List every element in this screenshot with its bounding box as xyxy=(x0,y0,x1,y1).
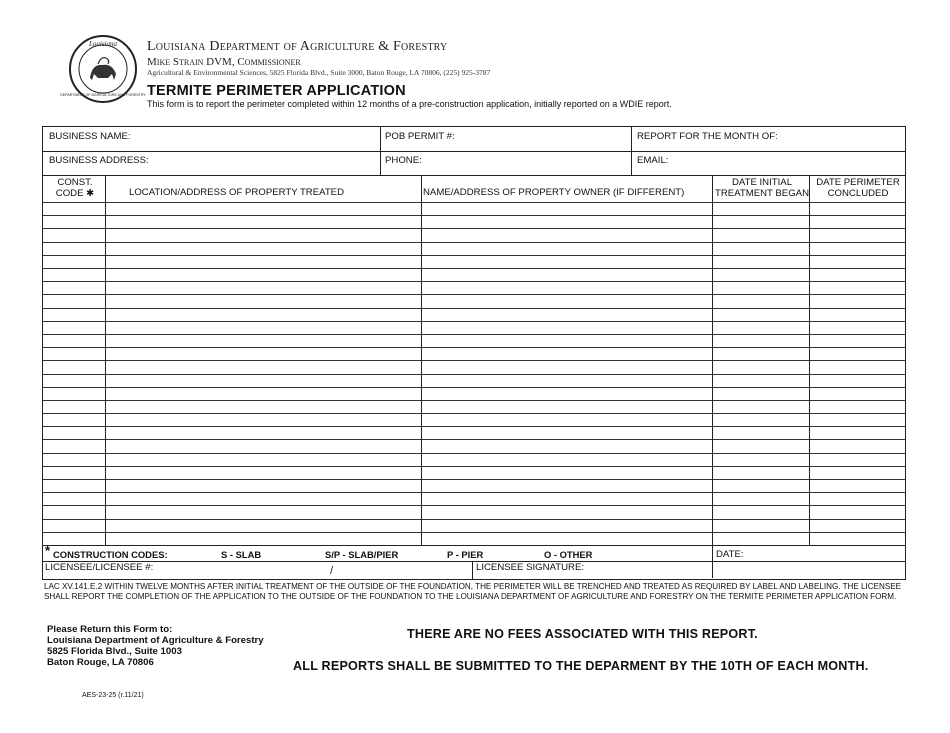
pob-permit-field[interactable]: POB PERMIT #: xyxy=(385,131,455,142)
table-row-line xyxy=(43,387,905,388)
col-header-date-perimeter-line2: CONCLUDED xyxy=(827,188,889,199)
form-title: TERMITE PERIMETER APPLICATION xyxy=(147,83,406,99)
date-field[interactable]: DATE: xyxy=(716,549,744,560)
application-grid xyxy=(42,126,906,580)
col-header-location: LOCATION/ADDRESS OF PROPERTY TREATED xyxy=(129,187,345,198)
licensee-slash: / xyxy=(330,565,334,577)
code-slab-pier: S/P - SLAB/PIER xyxy=(325,549,399,560)
return-address-line1: Please Return this Form to: xyxy=(47,624,173,635)
col-header-code-text: CODE xyxy=(55,188,84,199)
seal-ring-text: DEPARTMENT OF AGRICULTURE AND FORESTRY xyxy=(60,93,146,97)
col-header-date-initial-line1: DATE INITIAL xyxy=(731,177,793,188)
agency-name: Louisiana Department of Agriculture & Forestry xyxy=(147,39,448,54)
table-row-line xyxy=(43,334,905,335)
table-row-line xyxy=(43,466,905,467)
department-seal xyxy=(60,34,146,104)
form-number: AES-23-25 (r.11/21) xyxy=(82,692,144,699)
table-row-line xyxy=(43,505,905,506)
col-header-date-initial xyxy=(713,177,811,199)
col-header-date-initial-line2: TREATMENT BEGAN xyxy=(715,188,809,199)
agency-address: Agricultural & Environmental Sciences, 5825 Florida Blvd., Suite 3000, Baton Rouge, LA 70806, (225) 925-3787 xyxy=(147,68,491,77)
code-slab: S - SLAB xyxy=(221,549,262,560)
col-header-code xyxy=(45,177,105,199)
seal-script-text: Louisiana xyxy=(88,40,118,48)
asterisk-icon: ✱ xyxy=(86,188,95,199)
table-row-line xyxy=(43,308,905,309)
table-row-line xyxy=(43,426,905,427)
construction-codes-label: CONSTRUCTION CODES: xyxy=(53,549,168,560)
return-address xyxy=(47,624,264,668)
commissioner-name: Mike Strain DVM, Commissioner xyxy=(147,56,301,68)
table-row-line xyxy=(43,347,905,348)
col-header-date-perimeter-line1: DATE PERIMETER xyxy=(816,177,900,188)
table-row-line xyxy=(43,281,905,282)
table-row-line xyxy=(43,294,905,295)
table-row-line xyxy=(43,242,905,243)
col-header-owner: NAME/ADDRESS OF PROPERTY OWNER (IF DIFFERENT) xyxy=(423,187,685,198)
table-row-line xyxy=(43,439,905,440)
return-address-line2: Louisiana Department of Agriculture & Forestry xyxy=(47,635,264,646)
report-month-field[interactable]: REPORT FOR THE MONTH OF: xyxy=(637,131,778,142)
table-row-line xyxy=(43,215,905,216)
table-row-line xyxy=(43,479,905,480)
asterisk-mark: * xyxy=(45,543,51,558)
table-row-line xyxy=(43,255,905,256)
form-subtitle: This form is to report the perimeter completed within 12 months of a pre-construction application, initially reported on a WDIE report. xyxy=(147,99,672,109)
table-row-line xyxy=(43,202,905,203)
table-row-line xyxy=(43,374,905,375)
col-header-date-perimeter xyxy=(811,177,905,199)
licensee-number-field[interactable]: LICENSEE/LICENSEE #: xyxy=(45,562,154,573)
email-field[interactable]: EMAIL: xyxy=(637,155,669,166)
code-other: O - OTHER xyxy=(544,549,593,560)
table-row-line xyxy=(43,400,905,401)
table-row-line xyxy=(43,321,905,322)
legal-notice: LAC XV.141.E.2 WITHIN TWELVE MONTHS AFTER INITIAL TREATMENT OF THE OUTSIDE OF THE FOUNDATION, THE PERIMETER WILL BE TRENCHED AND TREATED AS REQUIRED BY LABEL AND LABELING. THE LICENSEE SHALL REPORT THE COMPLETION OF THE APPLICATION TO THE OUTSIDE OF THE FOUNDATION TO THE LOUISIANA DEPARTMENT OF AGRICULTURE AND FORESTRY ON THE TERMITE PERIMETER APPLICATION FORM. xyxy=(44,582,902,601)
deadline-notice: ALL REPORTS SHALL BE SUBMITTED TO THE DEPARMENT BY THE 10TH OF EACH MONTH. xyxy=(293,659,869,673)
business-name-field[interactable]: BUSINESS NAME: xyxy=(49,131,131,142)
table-row-line xyxy=(43,268,905,269)
table-row-line xyxy=(43,228,905,229)
table-row-line xyxy=(43,492,905,493)
col-header-code-line1: CONST. xyxy=(57,177,93,188)
return-address-line4: Baton Rouge, LA 70806 xyxy=(47,657,154,668)
table-row-line xyxy=(43,360,905,361)
business-address-field[interactable]: BUSINESS ADDRESS: xyxy=(49,155,149,166)
table-row-line xyxy=(43,453,905,454)
phone-field[interactable]: PHONE: xyxy=(385,155,422,166)
return-address-line3: 5825 Florida Blvd., Suite 1003 xyxy=(47,646,182,657)
col-header-code-line2 xyxy=(45,188,105,199)
no-fees-notice: THERE ARE NO FEES ASSOCIATED WITH THIS REPORT. xyxy=(407,627,758,641)
table-row-line xyxy=(43,413,905,414)
licensee-signature-field[interactable]: LICENSEE SIGNATURE: xyxy=(476,562,585,573)
code-pier: P - PIER xyxy=(447,549,484,560)
table-row-line xyxy=(43,519,905,520)
table-row-line xyxy=(43,532,905,533)
